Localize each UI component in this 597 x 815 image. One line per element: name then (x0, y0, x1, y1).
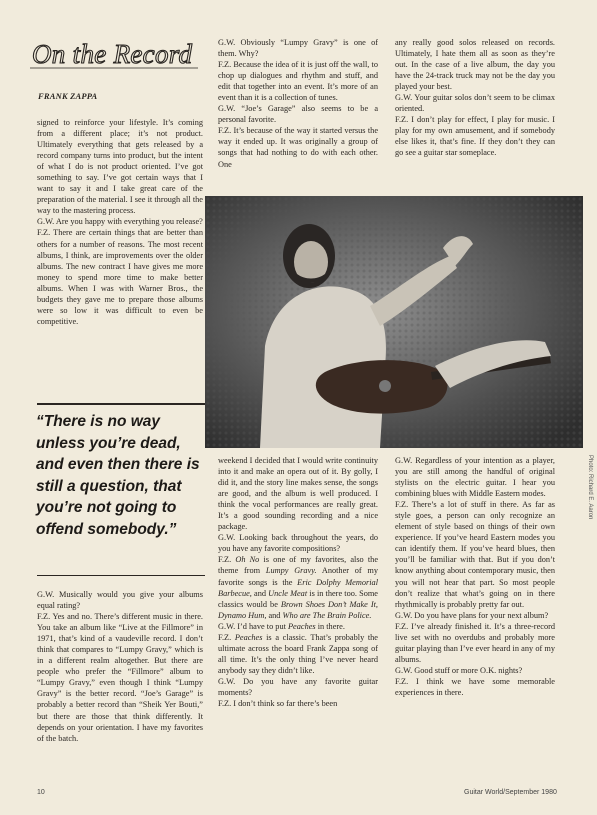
pull-quote: “There is no way unless you’re dead, and even then there is still a question, that you’re not going to offend somebody.” (36, 413, 200, 538)
question: G.W. Your guitar solos don’t seem to be climax oriented. (395, 93, 555, 114)
question: G.W. Are you happy with everything you release? (37, 217, 203, 227)
question: G.W. Do you have plans for your next album? (395, 610, 549, 620)
section-title: On the Record (32, 39, 193, 69)
answer: F.Z. There’s a lot of stuff in there. As far as style goes, a person can only recognize an element of style based on things of their own experience. If you’ve heard Eastern modes you can identify them. If you’ve heard blues, then you’ll be familiar with that. But if you don’t know anything about contemporary music, then you will not hear that part. So most people don’t realize that what’s going on in there rhythmically is probably pretty far out. (395, 500, 555, 609)
photo-credit-text: Photo: Richard E. Aaron (587, 455, 593, 520)
question: G.W. Obviously “Lumpy Gravy” is one of them. Why? (218, 38, 378, 59)
answer: F.Z. I’ve already finished it. It’s a three-record live set with no overdubs and probably more guitar playing than I’ve ever heard in any of my albums. (395, 621, 555, 664)
answer: any really good solos released on records. Ultimately, I hate them all as soon as they’re out. In the case of a live album, the day you have the 24-track truck may not be the day you played your best. (395, 38, 555, 92)
column-2-top (218, 37, 378, 193)
column-1-bottom (37, 589, 203, 779)
column-3-top (395, 37, 555, 193)
pull-quote-rule (37, 575, 205, 576)
answer: F.Z. There are certain things that are better than others for a number of reasons. The most recent albums, I think, are improvements over the older albums. The new contract I have gives me more money to spend more time to make better albums. When I was with Warner Bros., the budgets they gave me to prepare those albums were so low it was difficult to even be competitive. (37, 228, 203, 326)
paragraph: signed to reinforce your lifestyle. It’s coming from a different place; it’s not product. Ultimately everything that gets released by a record company turns into product, but the intent of what I do is not product oriented. I’ve got something to say. I’ve got certain ways that I want to say it and I take great care of the preparation of the material. I see it through all the way to the mastering process. (37, 118, 203, 216)
answer: F.Z. Yes and no. There’s different music in there. You take an album like “Live at the Fillmore” in 1971, that’s kind of a vaudeville record. I don’t think that compares to “Lumpy Gravy,” which is in a different realm altogether. But there are people who prefer the “Fillmore” album to “Lumpy Gravy,” even though I think “Lumpy Gravy” is the better record. “Joe’s Garage” is probably a better record than “Sheik Yer Bouti,” but there are those that think differently. It depends on your orientation. I have my favorites of the batch. (37, 612, 203, 743)
article-byline: FRANK ZAPPA (38, 91, 98, 101)
paragraph: weekend I decided that I would write continuity into it and make an opera out of it. By golly, I did it, and the story line makes sense, the songs are good, and the album is well produced. I think the vocal performances are really great. It’s a good sounding recording and a nice package. (218, 456, 378, 532)
column-1-rule (37, 403, 205, 405)
question: G.W. Regardless of your intention as a player, you are still among the handful of original stylists on the electric guitar. I hear you combining blues with Middle Eastern modes. (395, 456, 555, 499)
column-1-top (37, 117, 203, 403)
column-3-bottom (395, 455, 555, 783)
section-masthead (30, 37, 200, 71)
column-2-bottom (218, 455, 378, 783)
answer: F.Z. It’s because of the way it started versus the way it ended up. It was originally a group of songs that had nothing to do with each other. One (218, 126, 378, 169)
answer: F.Z. Because the idea of it is just off the wall, to chop up dialogues and rhythm and stuff, and edit that together into an event. It’s more of an event than it is a collection of tunes. (218, 60, 378, 103)
photo-credit (584, 455, 594, 575)
page-number: 10 (37, 789, 45, 796)
article-photo (205, 196, 583, 448)
answer: F.Z. Peaches is a classic. That’s probably the ultimate across the board Frank Zappa song of all time. It’s the only thing I’ve never heard anybody say they didn’t like. (218, 632, 378, 675)
question: G.W. Good stuff or more O.K. nights? (395, 665, 523, 675)
answer: F.Z. I don’t think so far there’s been (218, 699, 338, 709)
question: G.W. Do you have any favorite guitar moments? (218, 676, 378, 697)
answer: F.Z. I think we have some memorable experiences in there. (395, 676, 555, 697)
answer: F.Z. Oh No is one of my favorites, also the theme from Lumpy Gravy. Another of my favorite songs is the Eric Dolphy Memorial Barbecue, and Uncle Meat is in there too. Some classics would be Brown Shoes Don’t Make It, Dynamo Hum, and Who are The Brain Police. (218, 555, 378, 620)
question: G.W. “Joe’s Garage” also seems to be a personal favorite. (218, 104, 378, 125)
question: G.W. I’d have to put Peaches in there. (218, 621, 345, 631)
guitarist-photo-illustration (205, 196, 583, 448)
question: G.W. Musically would you give your albums equal rating? (37, 590, 203, 611)
answer: F.Z. I don’t play for effect, I play for music. I play for my own amusement, and if somebody else likes it, that’s fine. If they don’t they can go see a guitar star someplace. (395, 115, 555, 158)
question: G.W. Looking back throughout the years, do you have any favorite compositions? (218, 533, 378, 554)
masthead-lettering (30, 37, 200, 71)
publication-line: Guitar World/September 1980 (464, 789, 557, 796)
